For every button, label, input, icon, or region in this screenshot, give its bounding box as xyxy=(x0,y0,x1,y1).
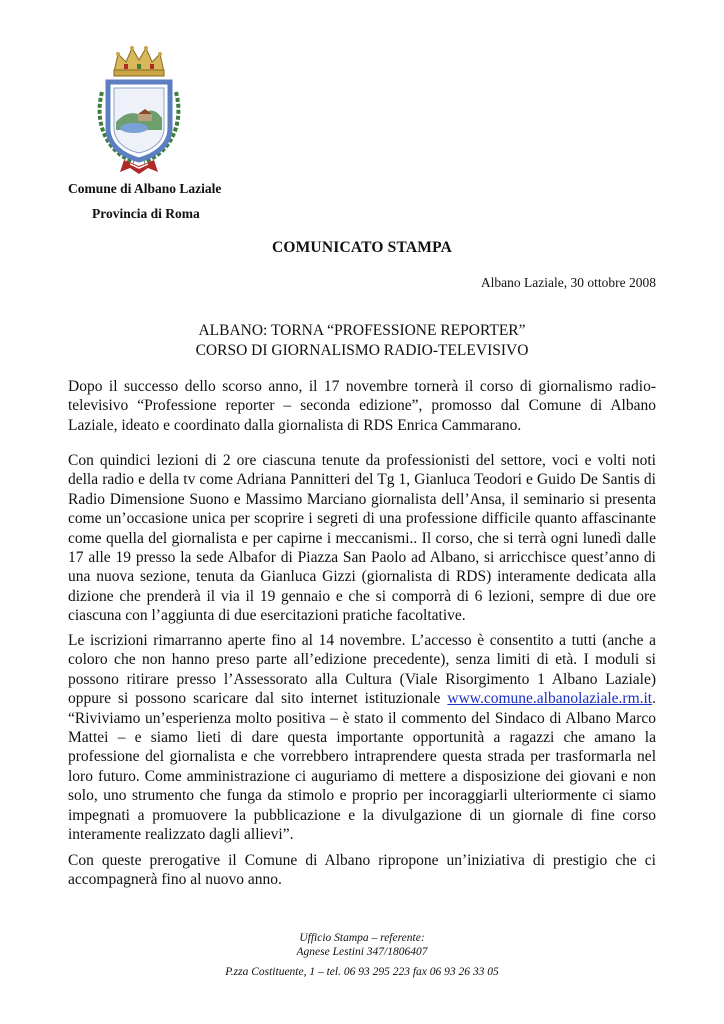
province-name: Provincia di Roma xyxy=(92,206,200,221)
place-and-date: Albano Laziale, 30 ottobre 2008 xyxy=(480,275,656,290)
paragraph-3-text-b: . “Riviviamo un’esperienza molto positiva – è stato il commento del Sindaco di Albano Marco Mattei – e siamo lieti di dare questa importante opportunità a ragazzi che amano la professione del giornalista e che vorrebbero intraprendere questa strada per trasformarla nel loro futuro. Come amministrazione ci auguriamo di mettere a disposizione dei giovani e non solo, uno strumento che funga da stimolo e proprio per incoraggiarli ulteriormente ci siamo impegnati a promuovere la pubblicazione e la divulgazione di un giornale di fine corso interamente realizzato dagli allievi”. xyxy=(68,690,656,844)
footer-press-office: Ufficio Stampa – referente: xyxy=(299,932,425,944)
footer-address-phone: P.zza Costituente, 1 – tel. 06 93 295 223 fax 06 93 26 33 05 xyxy=(225,966,499,978)
municipality-website-link[interactable]: www.comune.albanolaziale.rm.it xyxy=(447,690,653,708)
paragraph-3-text-a: Le iscrizioni rimarranno aperte fino al 14 novembre. L’accesso è consentito a tutti (anche a coloro che non hanno preso parte all’edizione precedente), senza limiti di età. I moduli si possono ritirare presso l’Assessorato alla Cultura (Viale Risorgimento 1 Albano Laziale) oppure si possono scaricare dal sito internet istituzionale xyxy=(68,632,656,708)
body-paragraph-3 xyxy=(68,631,656,844)
document-type-heading: COMUNICATO STAMPA xyxy=(271,239,453,256)
municipality-name: Comune di Albano Laziale xyxy=(68,181,222,196)
press-release-title-line-1: ALBANO: TORNA “PROFESSIONE REPORTER” xyxy=(198,322,526,339)
footer-contact-person: Agnese Lestini 347/1806407 xyxy=(296,946,428,958)
press-release-title-line-2: CORSO DI GIORNALISMO RADIO-TELEVISIVO xyxy=(195,342,529,359)
body-paragraph-1: Dopo il successo dello scorso anno, il 17 novembre tornerà il corso di giornalismo radio-televisivo “Professione reporter – seconda edizione”, promosso dal Comune di Albano Laziale, ideato e coordinato dalla giornalista di RDS Enrica Cammarano. xyxy=(68,378,656,434)
crown-icon xyxy=(114,46,164,76)
coat-of-arms-icon xyxy=(84,42,194,177)
body-paragraph-4: Con queste prerogative il Comune di Albano ripropone un’iniziativa di prestigio che ci accompagnerà fino al nuovo anno. xyxy=(68,852,656,889)
body-paragraph-2: Con quindici lezioni di 2 ore ciascuna tenute da professionisti del settore, voci e volti noti della radio e della tv come Adriana Pannitteri del Tg 1, Gianluca Teodori e Guido De Santis di Radio Dimensione Suono e Massimo Marciano giornalista dell’Ansa, il seminario si presenta come un’occasione unica per scoprire i segreti di una professione difficile quanto affascinante come quella del giornalista e per capirne i meccanismi.. Il corso, che si terrà ogni lunedì dalle 17 alle 19 presso la sede Albafor di Piazza San Paolo ad Albano, si arricchisce quest’anno di una nuova sezione, tenuta da Gianluca Gizzi (giornalista di RDS) interamente dedicata alla dizione che prenderà il via il 19 gennaio e che si comporrà di 6 lezioni, sempre di due ore ciascuna con l’aggiunta di due esercitazioni pratiche facoltative. xyxy=(68,452,656,625)
